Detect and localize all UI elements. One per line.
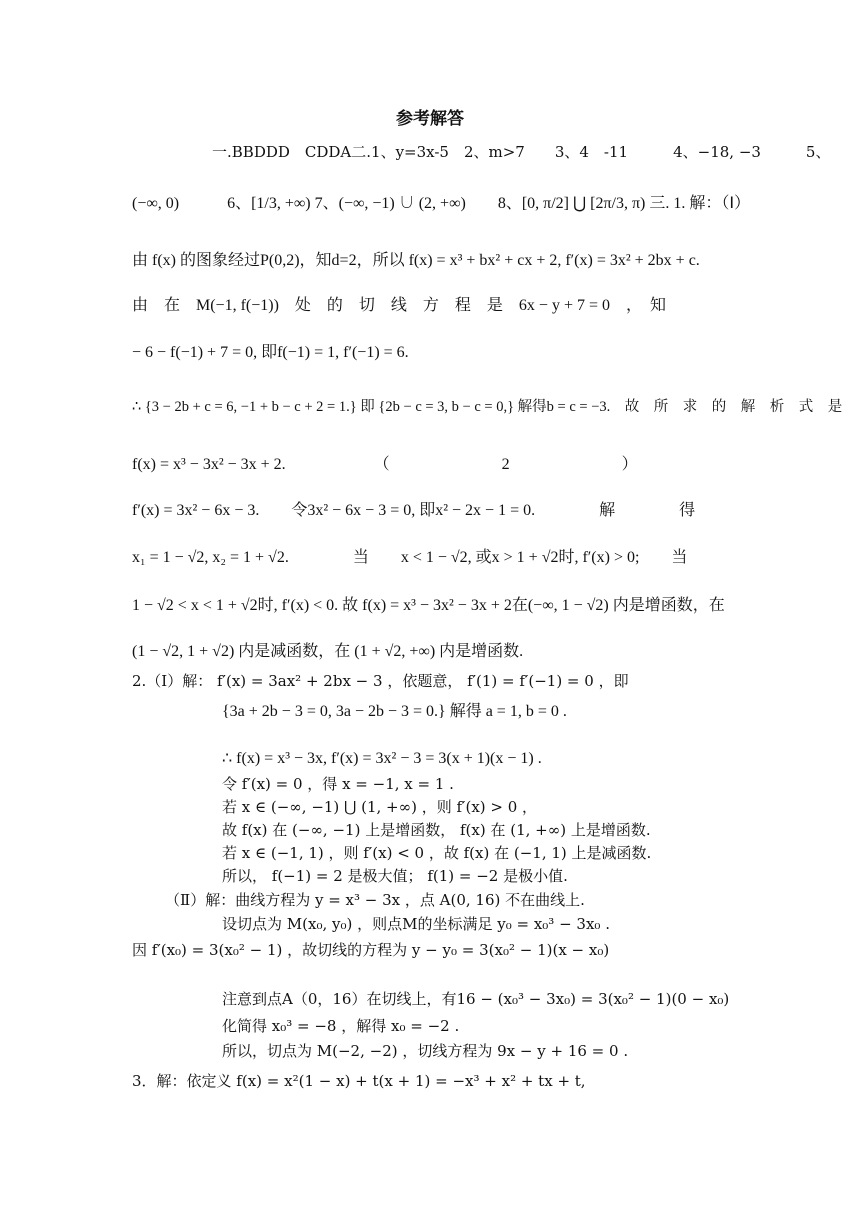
answer-line-19: 所以， f(−1) = 2 是极大值； f(1) = −2 是极小值. [222,867,568,885]
answer-line-18: 若 x ∈ (−1, 1) ，则 f′(x) < 0 ，故 f(x) 在 (−1, 1) 上是减函数. [222,844,652,862]
answer-line-20: （Ⅱ）解：曲线方程为 y = x³ − 3x ，点 A(0, 16) 不在曲线上. [165,891,585,909]
answer-line-4: 由 在 M(−1, f(−1)) 处 的 切 线 方 程 是 6x − y + 7 = 0 ， 知 [132,297,666,314]
answer-line-11: (1 − √2, 1 + √2) 内是减函数，在 (1 + √2, +∞) 内是增函数. [132,643,524,660]
answer-line-21: 设切点为 M(x₀, y₀) ，则点M的坐标满足 y₀ = x₀³ − 3x₀ . [222,915,610,933]
answer-line-24: 化简得 x₀³ = −8 ，解得 x₀ = −2 . [222,1017,460,1035]
answer-line-2: (−∞, 0) 6、[1/3, +∞) 7、(−∞, −1) ∪ (2, +∞) 8、[0, π/2] ⋃ [2π/3, π) 三. 1. 解：（Ⅰ） [132,195,751,212]
answer-line-23: 注意到点A（0，16）在切线上，有16 − (x₀³ − 3x₀) = 3(x₀² − 1)(0 − x₀) [222,990,730,1008]
answer-line-7: f(x) = x³ − 3x² − 3x + 2. （ 2 ） [132,456,638,473]
answer-line-9: x₁ = 1 − √2, x₂ = 1 + √2. 当 x < 1 − √2, 或x > 1 + √2时, f′(x) > 0; 当 [132,549,688,566]
answer-line-15: 令 f′(x) = 0 ，得 x = −1, x = 1 . [222,775,454,793]
page-title: 参考解答 [396,109,464,129]
answer-line-6: ∴ {3 − 2b + c = 6, −1 + b − c + 2 = 1.} 即 {2b − c = 3, b − c = 0,} 解得b = c = −3. 故 所 求 的 解 析 式 是 [132,399,843,415]
answer-line-26: 3．解：依定义 f(x) = x²(1 − x) + t(x + 1) = −x³ + x² + tx + t, [132,1072,586,1090]
answer-line-10: 1 − √2 < x < 1 + √2时, f′(x) < 0. 故 f(x) = x³ − 3x² − 3x + 2在(−∞, 1 − √2) 内是增函数，在 [132,597,725,614]
answer-line-22: 因 f′(x₀) = 3(x₀² − 1) ，故切线的方程为 y − y₀ = 3(x₀² − 1)(x − x₀) [132,941,610,959]
answer-line-16: 若 x ∈ (−∞, −1) ⋃ (1, +∞) ，则 f′(x) > 0 ， [222,798,538,816]
answer-line-12: 2.（Ⅰ）解： f′(x) = 3ax² + 2bx − 3 ，依题意， f′(1) = f′(−1) = 0 ，即 [132,672,629,690]
answer-line-17: 故 f(x) 在 (−∞, −1) 上是增函数， f(x) 在 (1, +∞) 上是增函数. [222,821,651,839]
answer-line-13: {3a + 2b − 3 = 0, 3a − 2b − 3 = 0.} 解得 a = 1, b = 0 . [222,703,567,720]
answer-line-3: 由 f(x) 的图象经过P(0,2)，知d=2，所以 f(x) = x³ + bx² + cx + 2, f′(x) = 3x² + 2bx + c. [132,252,700,269]
answer-line-1: 一.BBDDD CDDA二.1、y=3x-5 2、m>7 3、4 -11 4、−18, −3 5、 [212,143,831,161]
answer-line-5: − 6 − f(−1) + 7 = 0, 即f(−1) = 1, f′(−1) = 6. [132,344,409,361]
answer-line-8: f′(x) = 3x² − 6x − 3. 令3x² − 6x − 3 = 0, 即x² − 2x − 1 = 0. 解 得 [132,502,696,519]
answer-line-25: 所以，切点为 M(−2, −2) ，切线方程为 9x − y + 16 = 0 . [222,1042,629,1060]
answer-line-14: ∴ f(x) = x³ − 3x, f′(x) = 3x² − 3 = 3(x + 1)(x − 1) . [222,750,542,767]
